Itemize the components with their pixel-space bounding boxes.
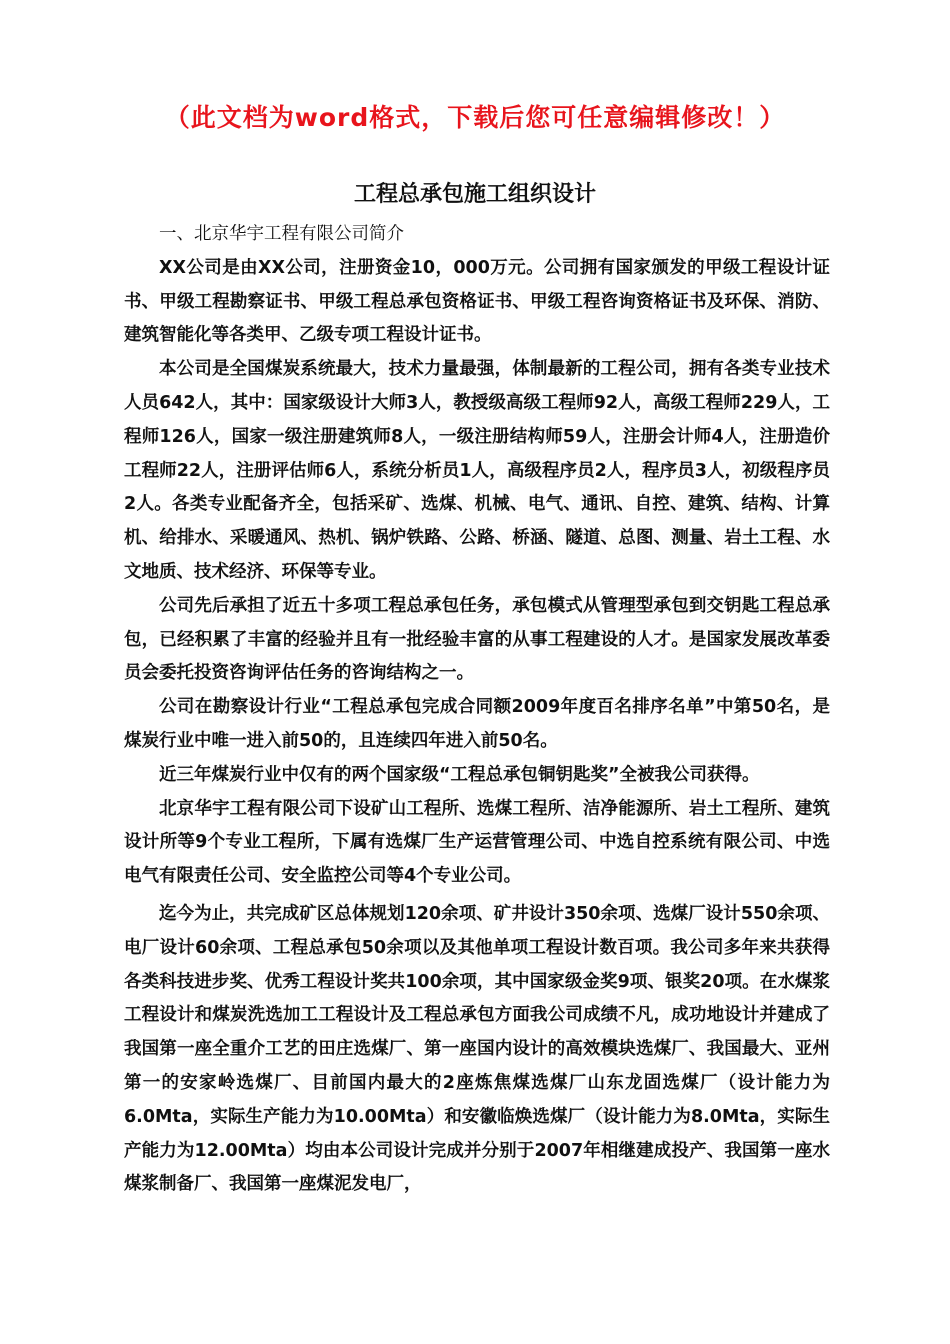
paragraph-organization: 北京华宇工程有限公司下设矿山工程所、选煤工程所、洁净能源所、岩土工程所、建筑设计所等9个专业工程所，下属有选煤厂生产运营管理公司、中选自控系统有限公司、中选电气有限责任公司、安全监控公司等4个专业公司。 bbox=[124, 798, 830, 887]
paragraph-ranking: 公司在勘察设计行业“工程总承包完成合同额2009年度百名排序名单”中第50名，是煤炭行业中唯一进入前50的，且连续四年进入前50名。 bbox=[124, 697, 830, 751]
document-title: 工程总承包施工组织设计 bbox=[353, 182, 596, 207]
paragraph-award: 近三年煤炭行业中仅有的两个国家级“工程总承包铜钥匙奖”全被我公司获得。 bbox=[159, 764, 760, 785]
paragraph-staff: 本公司是全国煤炭系统最大，技术力量最强，体制最新的工程公司，拥有各类专业技术人员642人，其中：国家级设计大师3人，教授级高级工程师92人，高级工程师229人，工程师126人，国家一级注册建筑师8人，一级注册结构师59人，注册会计师4人，注册造价工程师22人，注册评估师6人，系统分析员1人，高级程序员2人，程序员3人，初级程序员2人。各类专业配备齐全，包括采矿、选煤、机械、电气、通讯、自控、建筑、结构、计算机、给排水、采暖通风、热机、锅炉铁路、公路、桥涵、隧道、总图、测量、岩土工程、水文地质、技术经济、环保等专业。 bbox=[124, 359, 830, 582]
section-heading: 一、北京华宇工程有限公司简介 bbox=[159, 224, 404, 244]
paragraph-achievements: 迄今为止，共完成矿区总体规划120余项、矿井设计350余项、选煤厂设计550余项、电厂设计60余项、工程总承包50余项以及其他单项工程设计数百项。我公司多年来共获得各类科技进步奖、优秀工程设计奖共100余项，其中国家级金奖9项、银奖20项。在水煤浆工程设计和煤炭洗选加工工程设计及工程总承包方面我公司成绩不凡，成功地设计并建成了我国第一座全重介工艺的田庄选煤厂、第一座国内设计的高效模块选煤厂、我国最大、亚州第一的安家岭选煤厂、目前国内最大的2座炼焦煤选煤厂山东龙固选煤厂（设计能力为6.0Mta，实际生产能力为10.00Mta）和安徽临焕选煤厂（设计能力为8.0Mta，实际生产能力为12.00Mta）均由本公司设计完成并分别于2007年相继建成投产、我国第一座水煤浆制备厂、我国第一座煤泥发电厂， bbox=[124, 903, 830, 1195]
paragraph-company-overview: XX公司是由XX公司，注册资金10，000万元。公司拥有国家颁发的甲级工程设计证书、甲级工程勘察证书、甲级工程总承包资格证书、甲级工程咨询资格证书及环保、消防、建筑智能化等各类甲、乙级专项工程设计证书。 bbox=[124, 257, 830, 346]
document-body bbox=[124, 218, 830, 1202]
paragraph-epc-experience: 公司先后承担了近五十多项工程总承包任务，承包模式从管理型承包到交钥匙工程总承包，已经积累了丰富的经验并且有一批经验丰富的从事工程建设的人才。是国家发展改革委员会委托投资咨询评估任务的咨询结构之一。 bbox=[124, 595, 830, 684]
editable-notice: （此文档为word格式，下载后您可任意编辑修改！） bbox=[164, 103, 786, 132]
